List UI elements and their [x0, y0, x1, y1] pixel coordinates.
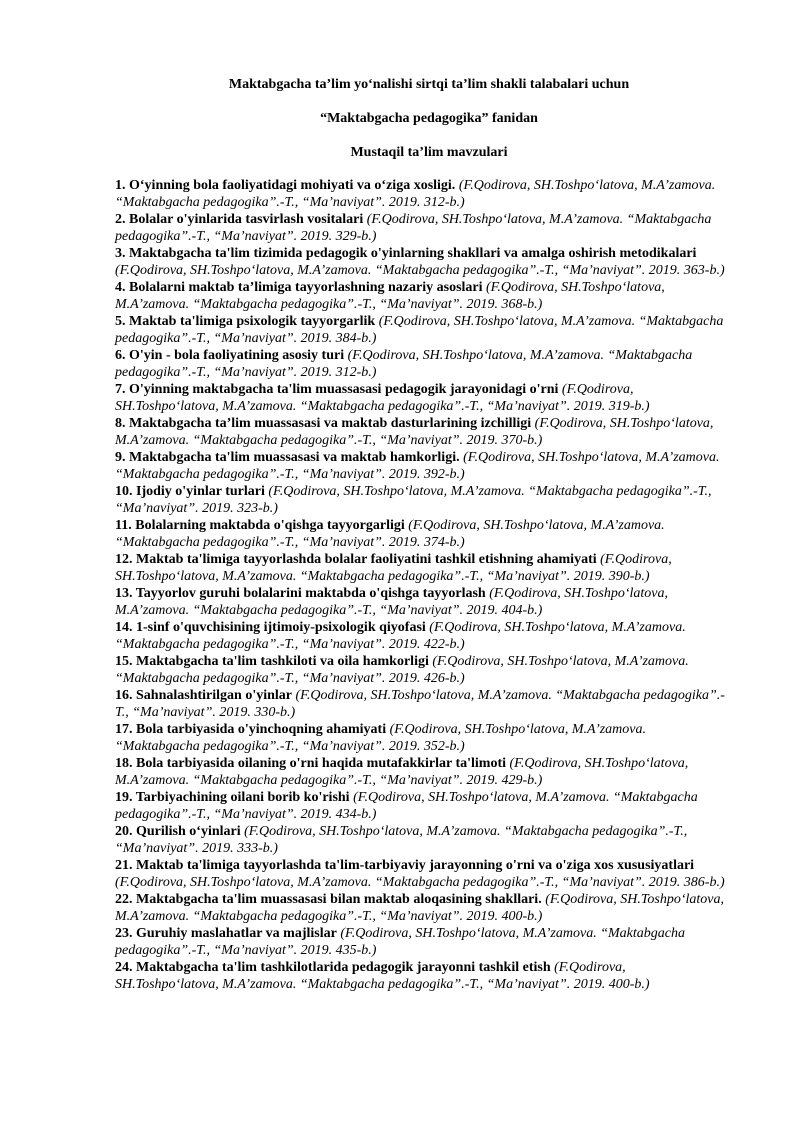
topic-reference: (F.Qodirova, SH.Toshpo‘latova, M.A’zamova. “Maktabgacha pedagogika”.-T., “Ma’naviyat”. 2019. 390-b.)	[115, 552, 672, 584]
topic-item	[115, 687, 731, 721]
topic-reference: (F.Qodirova, SH.Toshpo‘latova, M.A’zamova. “Maktabgacha pedagogika”.-T., “Ma’naviyat”. 2019. 312-b.)	[115, 348, 693, 380]
topic-reference: (F.Qodirova, SH.Toshpo‘latova, M.A’zamova. “Maktabgacha pedagogika”.-T., “Ma’naviyat”. 2019. 426-b.)	[115, 654, 689, 686]
topic-title: 9. Maktabgacha ta'lim muassasasi va maktab hamkorligi.	[115, 450, 460, 465]
topic-reference: (F.Qodirova, SH.Toshpo‘latova, M.A’zamova. “Maktabgacha pedagogika”.-T., “Ma’naviyat”. 2019. 368-b.)	[115, 280, 665, 312]
topic-reference: (F.Qodirova, SH.Toshpo‘latova, M.A’zamova. “Maktabgacha pedagogika”.-T., “Ma’naviyat”. 2019. 330-b.)	[115, 688, 725, 720]
topic-title: 11. Bolalarning maktabda o'qishga tayyorgarligi	[115, 518, 405, 533]
topic-title: 2. Bolalar o'yinlarida tasvirlash vositalari	[115, 212, 364, 227]
topic-title: 1. O‘yinning bola faoliyatidagi mohiyati va o‘ziga xosligi.	[115, 178, 456, 193]
topic-item	[115, 925, 731, 959]
topic-reference: (F.Qodirova, SH.Toshpo‘latova, M.A’zamova. “Maktabgacha pedagogika”.-T., “Ma’naviyat”. 2019. 384-b.)	[115, 314, 724, 346]
topic-item	[115, 245, 731, 279]
topic-item	[115, 959, 731, 993]
topic-reference: (F.Qodirova, SH.Toshpo‘latova, M.A’zamova. “Maktabgacha pedagogika”.-T., “Ma’naviyat”. 2019. 392-b.)	[115, 450, 720, 482]
topic-title: 14. 1-sinf o'quvchisining ijtimoiy-psixologik qiyofasi	[115, 620, 426, 635]
topic-item	[115, 755, 731, 789]
topic-item	[115, 857, 731, 891]
topic-title: 24. Maktabgacha ta'lim tashkilotlarida pedagogik jarayonni tashkil etish	[115, 960, 551, 975]
topic-reference: (F.Qodirova, SH.Toshpo‘latova, M.A’zamova. “Maktabgacha pedagogika”.-T., “Ma’naviyat”. 2019. 319-b.)	[115, 382, 650, 414]
topic-reference: (F.Qodirova, SH.Toshpo‘latova, M.A’zamova. “Maktabgacha pedagogika”.-T., “Ma’naviyat”. 2019. 429-b.)	[115, 756, 689, 788]
subject-heading: “Maktabgacha pedagogika” fanidan	[320, 111, 538, 126]
topic-reference: (F.Qodirova, SH.Toshpo‘latova, M.A’zamova. “Maktabgacha pedagogika”.-T., “Ma’naviyat”. 2019. 404-b.)	[115, 586, 668, 618]
topic-reference: (F.Qodirova, SH.Toshpo‘latova, M.A’zamova. “Maktabgacha pedagogika”.-T., “Ma’naviyat”. 2019. 333-b.)	[115, 824, 688, 856]
topic-item	[115, 211, 731, 245]
document-heading: Maktabgacha ta’lim yo‘nalishi sirtqi ta’lim shakli talabalari uchun	[228, 77, 630, 92]
topic-item	[115, 177, 731, 211]
topic-item	[115, 483, 731, 517]
topic-title: 23. Guruhiy maslahatlar va majlislar	[115, 926, 337, 941]
topic-item	[115, 279, 731, 313]
topic-item	[115, 449, 731, 483]
topic-reference: (F.Qodirova, SH.Toshpo‘latova, M.A’zamova. “Maktabgacha pedagogika”.-T., “Ma’naviyat”. 2019. 312-b.)	[115, 178, 716, 210]
topic-title: 18. Bola tarbiyasida oilaning o'rni haqida mutafakkirlar ta'limoti	[115, 756, 507, 771]
topic-title: 15. Maktabgacha ta'lim tashkiloti va oila hamkorligi	[115, 654, 429, 669]
topic-reference: (F.Qodirova, SH.Toshpo‘latova, M.A’zamova. “Maktabgacha pedagogika”.-T., “Ma’naviyat”. 2019. 400-b.)	[115, 892, 724, 924]
topic-title: 6. O'yin - bola faoliyatining asosiy turi	[115, 348, 345, 363]
topic-reference: (F.Qodirova, SH.Toshpo‘latova, M.A’zamova. “Maktabgacha pedagogika”.-T., “Ma’naviyat”. 2019. 434-b.)	[115, 790, 698, 822]
topic-title: 19. Tarbiyachining oilani borib ko'rishi	[115, 790, 350, 805]
topic-title: 4. Bolalarni maktab ta’limiga tayyorlashning nazariy asoslari	[115, 280, 483, 295]
topic-item	[115, 891, 731, 925]
topic-reference: (F.Qodirova, SH.Toshpo‘latova, M.A’zamova. “Maktabgacha pedagogika”.-T., “Ma’naviyat”. 2019. 435-b.)	[115, 926, 685, 958]
topics-heading: Mustaqil ta’lim mavzulari	[350, 145, 508, 160]
topic-title: 10. Ijodiy o'yinlar turlari	[115, 484, 265, 499]
topic-reference: (F.Qodirova, SH.Toshpo‘latova, M.A’zamova. “Maktabgacha pedagogika”.-T., “Ma’naviyat”. 2019. 363-b.)	[115, 263, 725, 278]
topic-reference: (F.Qodirova, SH.Toshpo‘latova, M.A’zamova. “Maktabgacha pedagogika”.-T., “Ma’naviyat”. 2019. 422-b.)	[115, 620, 686, 652]
topic-title: 8. Maktabgacha ta’lim muassasasi va maktab dasturlarining izchilligi	[115, 416, 532, 431]
topic-item	[115, 415, 731, 449]
topic-reference: (F.Qodirova, SH.Toshpo‘latova, M.A’zamova. “Maktabgacha pedagogika”.-T., “Ma’naviyat”. 2019. 400-b.)	[115, 960, 650, 992]
topic-title: 16. Sahnalashtirilgan o'yinlar	[115, 688, 292, 703]
topic-title: 21. Maktab ta'limiga tayyorlashda ta'lim-tarbiyaviy jarayonning o'rni va o'ziga xos xususiyatlari	[115, 858, 695, 873]
topic-title: 7. O'yinning maktabgacha ta'lim muassasasi pedagogik jarayonidagi o'rni	[115, 382, 559, 397]
topic-title: 13. Tayyorlov guruhi bolalarini maktabda o'qishga tayyorlash	[115, 586, 486, 601]
topic-list	[115, 177, 731, 993]
topic-item	[115, 585, 731, 619]
topic-title: 20. Qurilish o‘yinlari	[115, 824, 241, 839]
topic-title: 3. Maktabgacha ta'lim tizimida pedagogik o'yinlarning shakllari va amalga oshirish metodikalari	[115, 246, 697, 261]
topic-reference: (F.Qodirova, SH.Toshpo‘latova, M.A’zamova. “Maktabgacha pedagogika”.-T., “Ma’naviyat”. 2019. 329-b.)	[115, 212, 712, 244]
topic-title: 5. Maktab ta'limiga psixologik tayyorgarlik	[115, 314, 376, 329]
topic-title: 12. Maktab ta'limiga tayyorlashda bolalar faoliyatini tashkil etishning ahamiyati	[115, 552, 597, 567]
topic-item	[115, 789, 731, 823]
topic-reference: (F.Qodirova, SH.Toshpo‘latova, M.A’zamova. “Maktabgacha pedagogika”.-T., “Ma’naviyat”. 2019. 374-b.)	[115, 518, 665, 550]
topic-reference: (F.Qodirova, SH.Toshpo‘latova, M.A’zamova. “Maktabgacha pedagogika”.-T., “Ma’naviyat”. 2019. 370-b.)	[115, 416, 714, 448]
topic-title: 17. Bola tarbiyasida o'yinchoqning ahamiyati	[115, 722, 387, 737]
topic-item	[115, 551, 731, 585]
topic-item	[115, 517, 731, 551]
topic-reference: (F.Qodirova, SH.Toshpo‘latova, M.A’zamova. “Maktabgacha pedagogika”.-T., “Ma’naviyat”. 2019. 323-b.)	[115, 484, 712, 516]
topic-item	[115, 347, 731, 381]
topic-item	[115, 313, 731, 347]
topic-item	[115, 653, 731, 687]
topic-item	[115, 619, 731, 653]
topic-reference: (F.Qodirova, SH.Toshpo‘latova, M.A’zamova. “Maktabgacha pedagogika”.-T., “Ma’naviyat”. 2019. 352-b.)	[115, 722, 647, 754]
topic-item	[115, 721, 731, 755]
topic-title: 22. Maktabgacha ta'lim muassasasi bilan maktab aloqasining shakllari.	[115, 892, 542, 907]
topic-item	[115, 381, 731, 415]
topic-reference: (F.Qodirova, SH.Toshpo‘latova, M.A’zamova. “Maktabgacha pedagogika”.-T., “Ma’naviyat”. 2019. 386-b.)	[115, 875, 725, 890]
topic-item	[115, 823, 731, 857]
